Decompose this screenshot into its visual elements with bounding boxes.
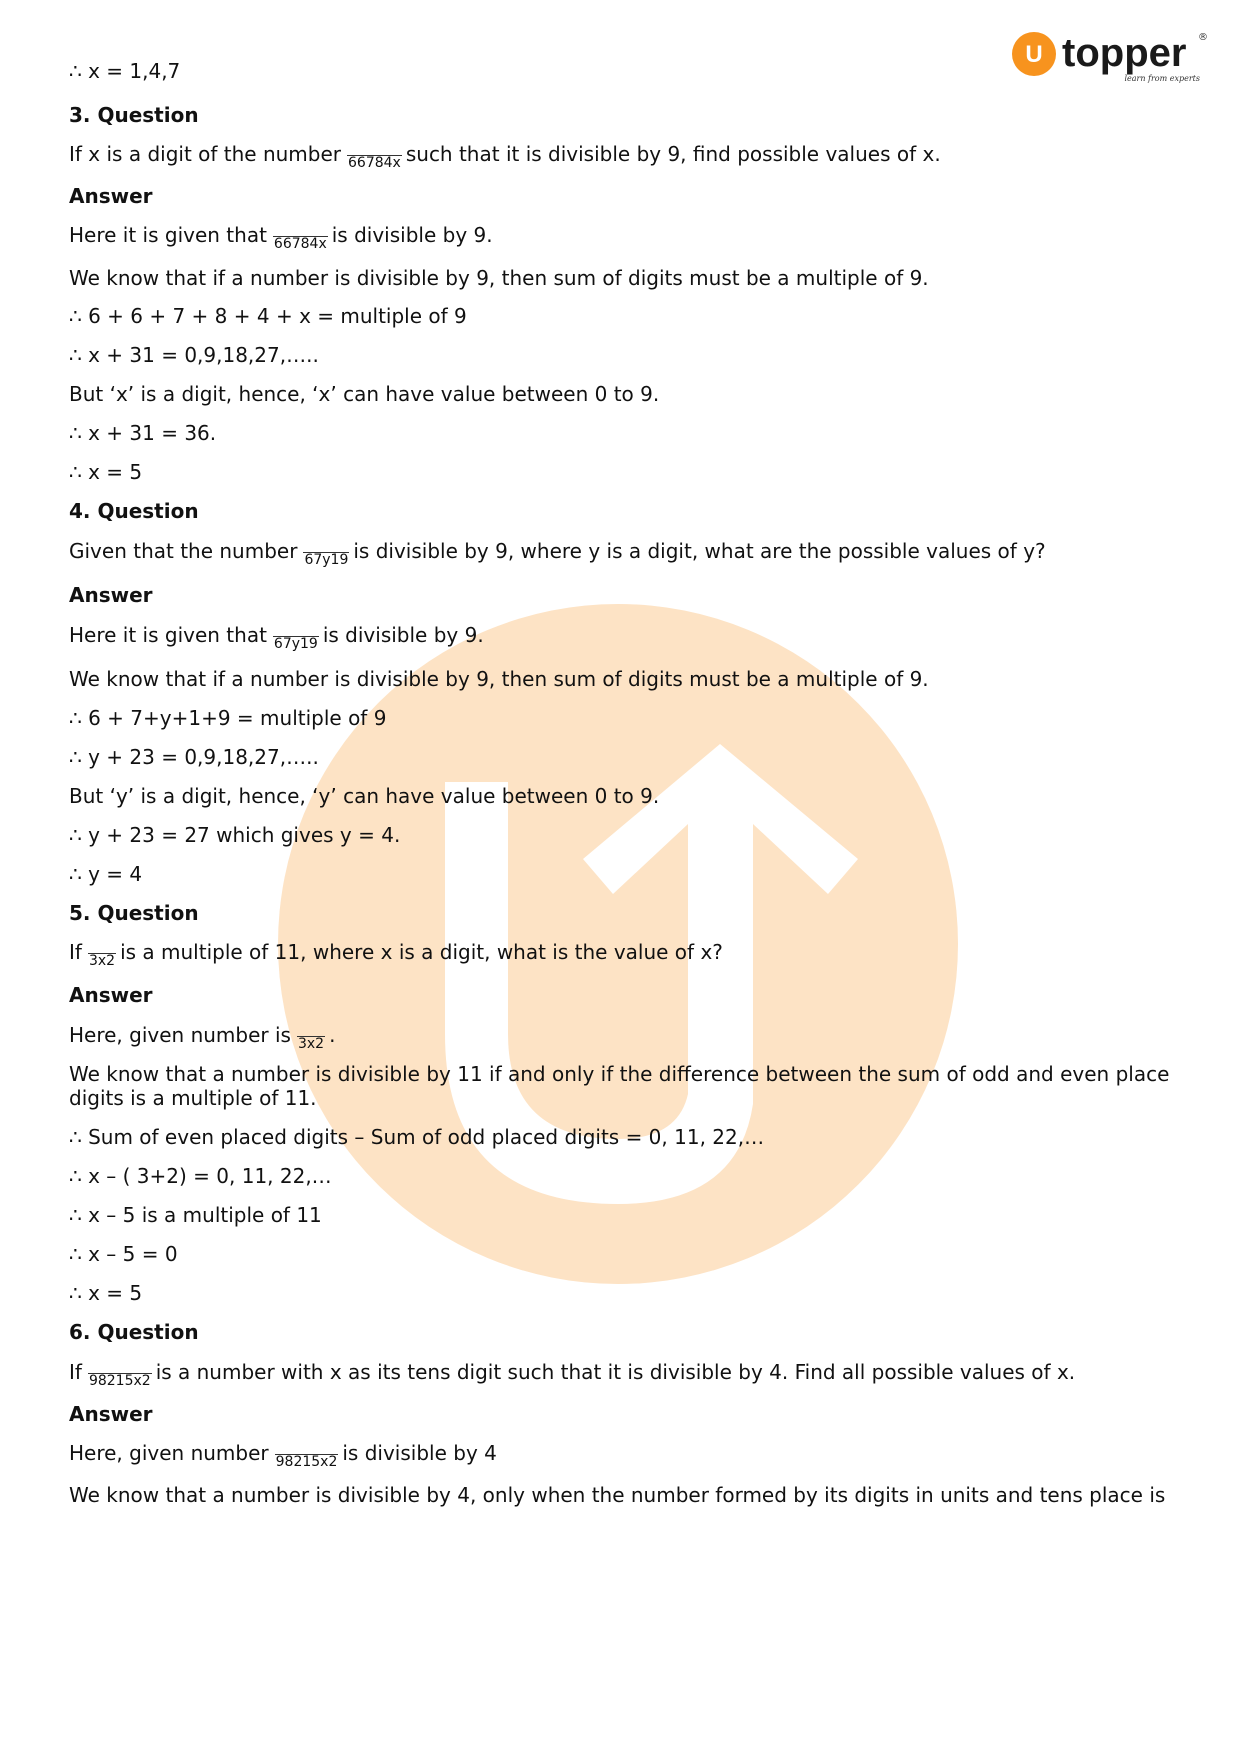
overlined-number: 3x2 [88, 953, 116, 969]
text-line: But ‘x’ is a digit, hence, ‘x’ can have value between 0 to 9. [69, 382, 660, 406]
text-line-with-number [69, 1440, 497, 1470]
text-line: But ‘y’ is a digit, hence, ‘y’ can have value between 0 to 9. [69, 784, 660, 808]
registered-mark: ® [1198, 32, 1208, 43]
text-line: We know that a number is divisible by 11 if and only if the difference between the sum of odd and even place digits is a multiple of 11. [69, 1062, 1170, 1110]
line-text-after: . [329, 1023, 336, 1047]
text-line: We know that a number is divisible by 4, only when the number formed by its digits in units and tens place is [69, 1483, 1166, 1507]
line-text-before: If [69, 1360, 82, 1384]
text-line: ∴ 6 + 6 + 7 + 8 + 4 + x = multiple of 9 [69, 304, 467, 328]
text-line: ∴ x = 1,4,7 [69, 59, 181, 83]
text-line: ∴ Sum of even placed digits – Sum of odd placed digits = 0, 11, 22,… [69, 1125, 765, 1149]
overlined-number: 66784x [273, 236, 327, 252]
line-text-before: Here it is given that [69, 223, 267, 247]
section-heading: Answer [69, 184, 153, 208]
text-line-with-number [69, 622, 484, 652]
text-line: ∴ x – 5 is a multiple of 11 [69, 1203, 322, 1227]
line-text-before: Here, given number [69, 1441, 269, 1465]
line-text-before: If x is a digit of the number [69, 142, 342, 166]
text-line: ∴ x = 5 [69, 1281, 143, 1305]
text-line-with-number [69, 222, 493, 252]
line-text-after: is divisible by 9, where y is a digit, what are the possible values of y? [353, 539, 1046, 563]
overlined-number: 98215x2 [88, 1373, 151, 1389]
text-line-with-number [69, 538, 1046, 568]
overlined-number: 66784x [348, 155, 401, 171]
section-heading: Answer [69, 583, 153, 607]
text-line-with-number [69, 1022, 335, 1052]
overlined-number: 67y19 [273, 636, 318, 652]
section-heading: Answer [69, 983, 153, 1007]
overlined-number: 67y19 [304, 552, 349, 568]
brand-logo [1010, 28, 1210, 88]
text-line: ∴ x – 5 = 0 [69, 1242, 178, 1266]
text-line-with-number [69, 939, 723, 969]
text-line: ∴ 6 + 7+y+1+9 = multiple of 9 [69, 706, 387, 730]
text-line: ∴ y = 4 [69, 862, 143, 886]
overlined-number: 3x2 [297, 1036, 325, 1052]
line-text-before: Here it is given that [69, 623, 267, 647]
text-line-with-number [69, 1359, 1075, 1389]
section-heading: 3. Question [69, 103, 199, 127]
line-text-after: such that it is divisible by 9, find possible values of x. [405, 142, 941, 166]
text-line: We know that if a number is divisible by 9, then sum of digits must be a multiple of 9. [69, 667, 929, 691]
line-text-after: is divisible by 9. [322, 623, 484, 647]
logo-wordmark: topper [1062, 31, 1187, 75]
section-heading: 4. Question [69, 499, 199, 523]
section-heading: Answer [69, 1402, 153, 1426]
logo-tagline: learn from experts [1124, 74, 1200, 83]
line-text-before: Given that the number [69, 539, 298, 563]
line-text-after: is divisible by 9. [331, 223, 493, 247]
line-text-before: Here, given number is [69, 1023, 291, 1047]
text-line: ∴ y + 23 = 0,9,18,27,….. [69, 745, 319, 769]
text-line: ∴ x = 5 [69, 460, 143, 484]
line-text-after: is a multiple of 11, where x is a digit, what is the value of x? [120, 940, 723, 964]
line-text-before: If [69, 940, 82, 964]
logo-mark-letter: U [1025, 41, 1043, 68]
text-line: ∴ x – ( 3+2) = 0, 11, 22,… [69, 1164, 332, 1188]
section-heading: 5. Question [69, 901, 199, 925]
text-line: ∴ x + 31 = 0,9,18,27,….. [69, 343, 319, 367]
text-line-with-number [69, 141, 941, 171]
text-line: ∴ x + 31 = 36. [69, 421, 217, 445]
line-text-after: is a number with x as its tens digit such that it is divisible by 4. Find all possible values of x. [155, 1360, 1076, 1384]
section-heading: 6. Question [69, 1320, 199, 1344]
text-line: ∴ y + 23 = 27 which gives y = 4. [69, 823, 401, 847]
line-text-after: is divisible by 4 [342, 1441, 497, 1465]
text-line: We know that if a number is divisible by 9, then sum of digits must be a multiple of 9. [69, 266, 929, 290]
overlined-number: 98215x2 [275, 1454, 338, 1470]
